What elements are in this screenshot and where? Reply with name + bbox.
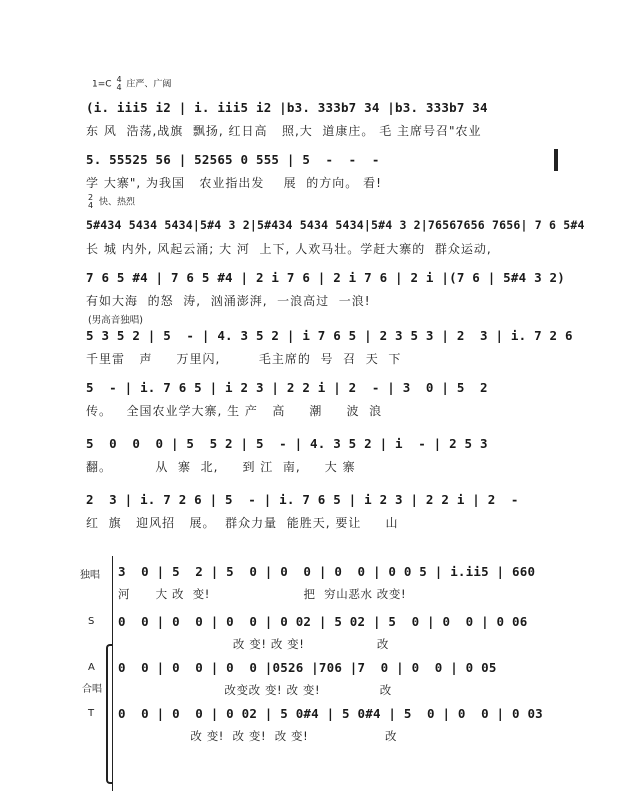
- part-label-tenor: T: [88, 708, 95, 719]
- solo-lyrics: 河 大 改 变! 把 穷山恶水 改变!: [118, 587, 407, 601]
- lyric-line: 传。 全国农业学大寨, 生 产 高 潮 波 浪: [86, 404, 383, 418]
- lyric-line: 红 旗 迎风招 展。 群众力量 能胜天, 要让 山: [86, 516, 399, 530]
- lyric-line: 长 城 内外, 风起云涌; 大 河 上下, 人欢马壮。学赶大寨的 群众运动,: [86, 242, 492, 256]
- tenor-notation: 0 0 | 0 0 | 0 02 | 5 0#4 | 5 0#4 | 5 0 | 0 0 | 0 03: [118, 706, 543, 721]
- notation-line: 2 3 | i. 7 2 6 | 5 - | i. 7 6 5 | i 2 3 | 2 2 i | 2 -: [86, 492, 519, 507]
- time-signature: 2 4: [88, 193, 94, 210]
- notation-line: 5 - | i. 7 6 5 | i 2 3 | 2 2 i | 2 - | 3 0 | 5 2: [86, 380, 488, 395]
- notation-line: (i. iii5 i2 | i. iii5 i2 |b3. 333b7 34 |b3. 333b7 34: [86, 100, 488, 115]
- tempo-marking: [88, 194, 135, 210]
- tenor-lyrics: 改 变! 改 变! 改 变! 改: [118, 729, 398, 743]
- notation-line: 5 0 0 0 | 5 5 2 | 5 - | 4. 3 5 2 | i - | 2 5 3: [86, 436, 488, 451]
- lyric-line: 千里雷 声 万里闪, 毛主席的 号 召 天 下: [86, 352, 402, 366]
- part-label-alto: A: [88, 662, 95, 673]
- system-barline: [112, 556, 113, 791]
- notation-line: 5. 55525 56 | 52565 0 555 | 5 - - -: [86, 152, 380, 167]
- key-label: 1=C: [92, 79, 112, 90]
- choir-system: [80, 556, 550, 791]
- key-signature: [92, 76, 171, 92]
- alto-lyrics: 改变改 变! 改 变! 改: [118, 683, 392, 697]
- time-signature: 4 4: [116, 75, 122, 92]
- style-marking: 庄严、广阔: [126, 79, 172, 90]
- final-barline: [554, 149, 558, 171]
- soprano-lyrics: 改 变! 改 变! 改: [118, 637, 389, 651]
- solo-notation: 3 0 | 5 2 | 5 0 | 0 0 | 0 0 | 0 0 5 | i.ii5 | 660: [118, 564, 536, 579]
- choir-bracket: [106, 644, 112, 784]
- part-label-solo: 独唱: [80, 570, 100, 581]
- lyric-line: 东 风 浩荡,战旗 飘扬, 红日高 照,大 道康庄。 毛 主席号召"农业: [86, 124, 482, 138]
- alto-notation: 0 0 | 0 0 | 0 0 |0526 |706 |7 0 | 0 0 | 0 05: [118, 660, 497, 675]
- part-label-soprano: S: [88, 616, 95, 627]
- choir-group-label: 合唱: [82, 684, 102, 695]
- lyric-line: 翻。 从 寨 北, 到 江 南, 大 寨: [86, 460, 356, 474]
- style-marking: 快、热烈: [98, 197, 135, 208]
- notation-line: 5#434 5434 5434|5#4 3 2|5#434 5434 5434|5#4 3 2|76567656 7656| 7 6 5#4: [86, 218, 585, 232]
- notation-line: 5 3 5 2 | 5 - | 4. 3 5 2 | i 7 6 5 | 2 3 5 3 | 2 3 | i. 7 2 6: [86, 328, 573, 343]
- solo-label: (男高音独唱): [88, 315, 143, 326]
- lyric-line: 有如大海 的怒 涛, 汹涌澎湃, 一浪高过 一浪!: [86, 294, 371, 308]
- lyric-line: 学 大寨", 为我国 农业指出发 展 的方向。 看!: [86, 176, 382, 190]
- notation-line: 7 6 5 #4 | 7 6 5 #4 | 2 i 7 6 | 2 i 7 6 | 2 i |(7 6 | 5#4 3 2): [86, 270, 565, 285]
- soprano-notation: 0 0 | 0 0 | 0 0 | 0 02 | 5 02 | 5 0 | 0 0 | 0 06: [118, 614, 528, 629]
